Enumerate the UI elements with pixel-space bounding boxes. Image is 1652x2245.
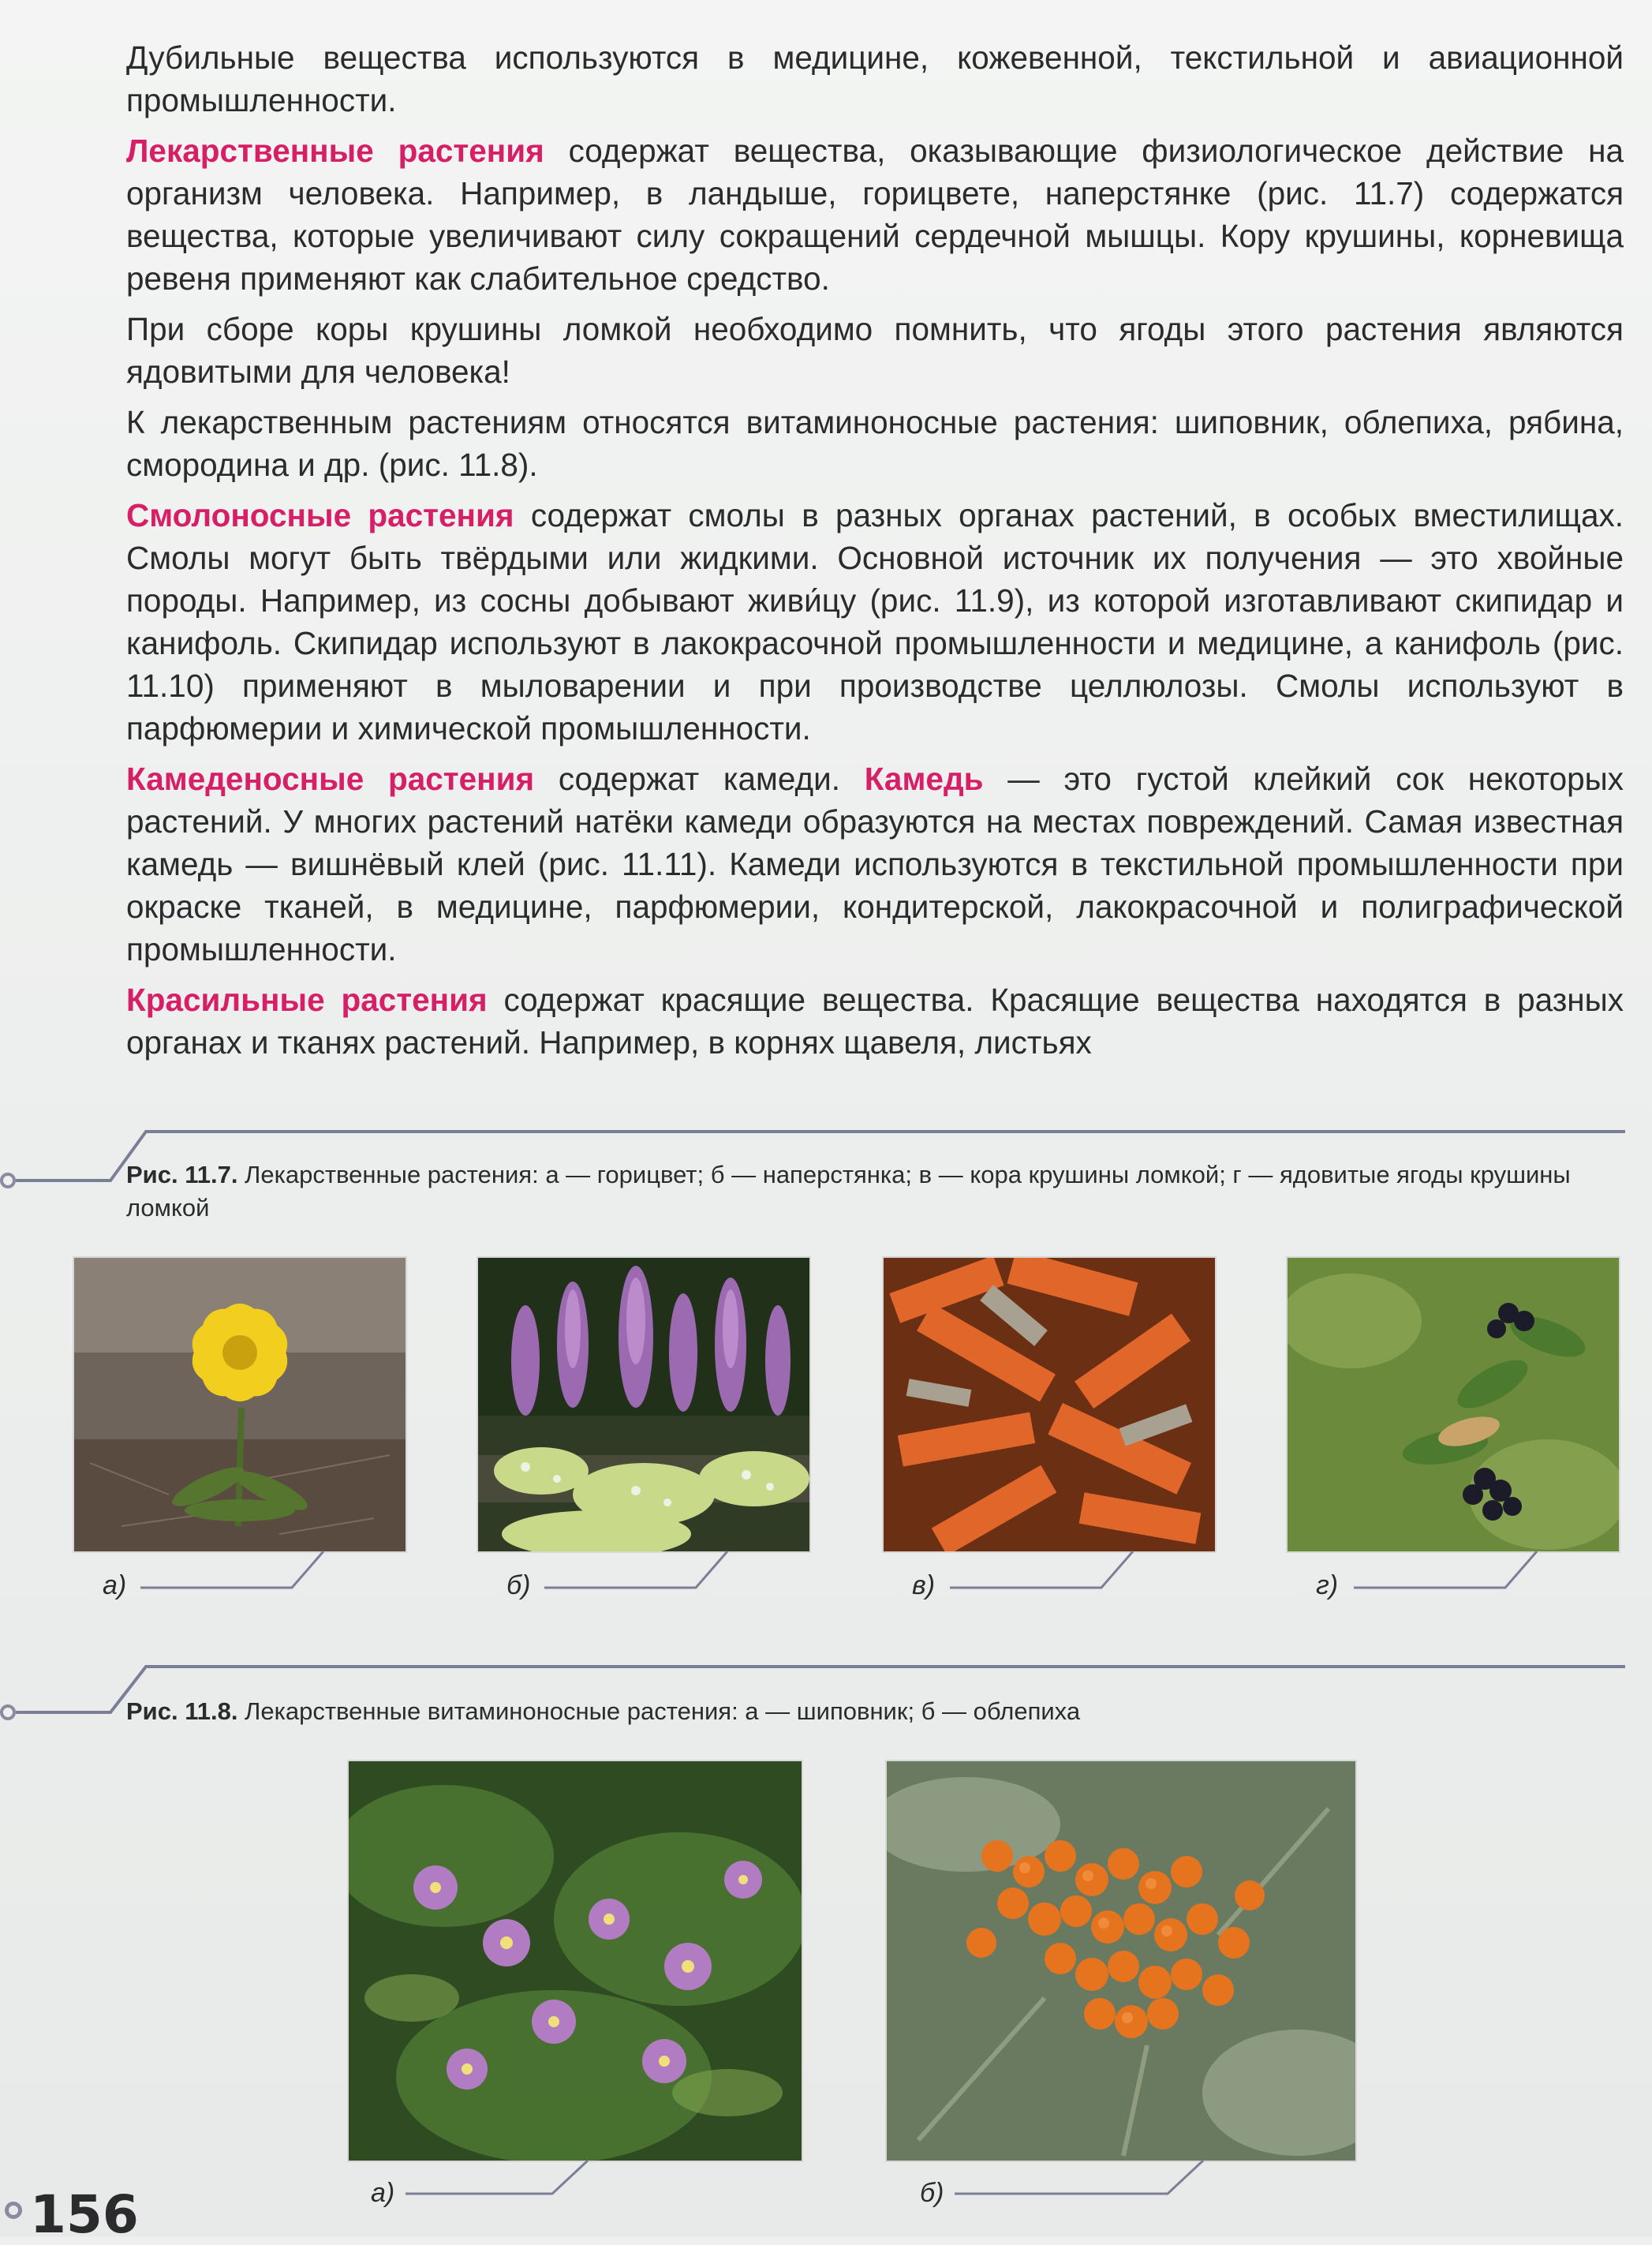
term-gum: Камедь: [864, 761, 984, 797]
photo-buckthorn-bark: [884, 1258, 1215, 1551]
paragraph-medicinal: Лекарственные растения содержат вещества, оказывающие физиологическое действие на организм человека. Например, в ландыше, горицвете, наперстянке (рис. 11.7) содержатся вещества, которые увеличивают силу сокращений сердечной мышцы. Кору крушины, корневища ревеня применяют как слабительное средство.: [126, 133, 1624, 297]
paragraph-warning: При сборе коры крушины ломкой необходимо помнить, что ягоды этого растения являются ядовитыми для человека!: [126, 311, 1624, 390]
figure2-label-a: а): [371, 2178, 395, 2208]
paragraph-gum: Камеденосные растения содержат камеди. Камедь — это густой клейкий сок некоторых растений. У многих растений натёки камеди образуются на местах повреждений. Самая известная камедь — вишнёвый клей (рис. 11.11). Камеди используются в текстильной промышленности при окраске тканей, в медицине, парфюмерии, кондитерской, лакокрасочной и полиграфической промышленности.: [126, 761, 1624, 967]
figure1-label-leaders: [0, 1547, 1652, 1594]
term-medicinal-plants: Лекарственные растения: [126, 133, 544, 169]
photo-foxglove: [478, 1258, 809, 1551]
figure2-label-leaders: [0, 2154, 1652, 2202]
figure2-caption: Рис. 11.8. Лекарственные витаминоносные растения: а — шиповник; б — облепиха: [126, 1697, 1081, 1725]
figure2-label-b: б): [920, 2178, 944, 2208]
paragraph-dye: Красильные растения содержат красящие вещества. Красящие вещества находятся в разных органах и тканях растений. Например, в корнях щавеля, листьях: [126, 982, 1624, 1061]
paragraph-tannins: Дубильные вещества используются в медицине, кожевенной, текстильной и авиационной промышленности.: [126, 39, 1624, 118]
figure1-caption: Рис. 11.7. Лекарственные растения: а — горицвет; б — наперстянка; в — кора крушины ломкой; г — ядовитые ягоды крушины ломкой: [126, 1161, 1571, 1222]
figure1-label-b: б): [506, 1570, 531, 1600]
body-text: [126, 36, 1624, 1072]
photo-rosehip: [349, 1761, 802, 2161]
page-number-dot: [5, 2202, 22, 2219]
figure1-label-g: г): [1316, 1570, 1339, 1600]
paragraph-vitamin: К лекарственным растениям относятся витаминоносные растения: шиповник, облепиха, рябина, смородина и др. (рис. 11.8).: [126, 404, 1624, 483]
photo-adonis: [74, 1258, 406, 1551]
term-resin-plants: Смолоносные растения: [126, 497, 514, 533]
term-dye-plants: Красильные растения: [126, 982, 488, 1018]
photo-buckthorn-berries: [1288, 1258, 1619, 1551]
page-number: 156: [30, 2184, 139, 2245]
paragraph-resin: Смолоносные растения содержат смолы в разных органах растений, в особых вместилищах. Смолы могут быть твёрдыми или жидкими. Основной источник их получения — это хвойные породы. Например, из сосны добывают живи́цу (рис. 11.9), из которой изготавливают скипидар и канифоль. Скипидар используют в лакокрасочной промышленности и медицине, а канифоль (рис. 11.10) применяют в мыловарении и при производстве целлюлозы. Смолы используют в парфюмерии и химической промышленности.: [126, 497, 1624, 746]
figure1-label-a: а): [103, 1570, 127, 1600]
figure1-label-v: в): [912, 1570, 936, 1600]
photo-sea-buckthorn: [887, 1761, 1355, 2161]
term-gum-plants: Камеденосные растения: [126, 761, 535, 797]
